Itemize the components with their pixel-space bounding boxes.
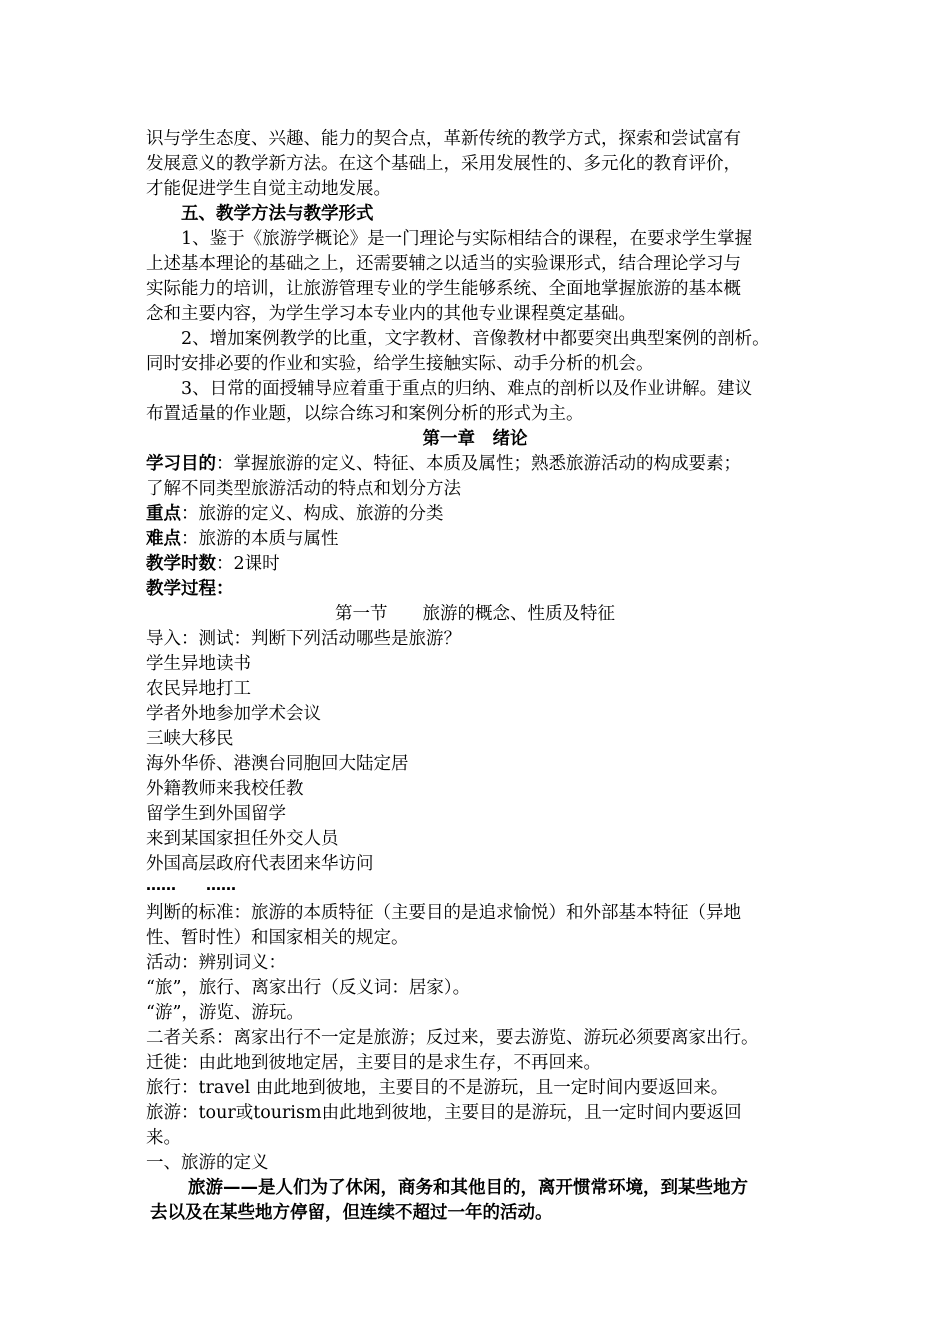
objectives-continued: 了解不同类型旅游活动的特点和划分方法 [146, 479, 461, 499]
objectives-label: 学习目的 [146, 454, 216, 474]
list-item: 3、日常的面授辅导应着重于重点的归纳、难点的剖析以及作业讲解。建议 [181, 379, 753, 399]
activity-item: 外籍教师来我校任教 [146, 779, 304, 799]
difficult-points-label: 难点 [146, 529, 181, 549]
definition-text: 去以及在某些地方停留，但连续不超过一年的活动。 [150, 1203, 553, 1223]
list-item-continued: 同时安排必要的作业和实验，给学生接触实际、动手分析的机会。 [146, 354, 654, 374]
activity-item: 来到某国家担任外交人员 [146, 829, 339, 849]
list-item-continued: 上述基本理论的基础之上，还需要辅之以适当的实验课形式，结合理论学习与 [146, 254, 741, 274]
paragraph-line: 才能促进学生自觉主动地发展。 [146, 179, 391, 199]
key-points-label: 重点 [146, 504, 181, 524]
travel-line: 旅行：travel 由此地到彼地，主要目的不是游玩，且一定时间内要返回来。 [146, 1078, 729, 1098]
activity-item: 学生异地读书 [146, 654, 251, 674]
activity-item: 学者外地参加学术会议 [146, 704, 321, 724]
teaching-hours [146, 554, 280, 575]
criteria-line: 判断的标准：旅游的本质特征（主要目的是追求愉悦）和外部基本特征（异地 [146, 903, 741, 923]
teaching-process-label: 教学过程： [146, 579, 234, 599]
section-title: 第一节 旅游的概念、性质及特征 [335, 604, 615, 624]
key-points-text: ：旅游的定义、构成、旅游的分类 [181, 504, 444, 524]
activity-item: 留学生到外国留学 [146, 804, 286, 824]
migration-line: 迁徙：由此地到彼地定居，主要目的是求生存，不再回来。 [146, 1053, 601, 1073]
tourism-line: 来。 [146, 1128, 181, 1148]
chapter-title: 第一章 绪论 [422, 429, 528, 449]
objectives-text: ：掌握旅游的定义、特征、本质及属性；熟悉旅游活动的构成要素； [216, 454, 741, 474]
word-definition: “旅”，旅行、离家出行（反义词：居家）。 [146, 978, 471, 998]
intro-line: 导入：测试：判断下列活动哪些是旅游？ [146, 629, 461, 649]
difficult-points [146, 529, 339, 550]
list-item-continued: 念和主要内容，为学生学习本专业内的其他专业课程奠定基础。 [146, 304, 636, 324]
section-heading: 五、教学方法与教学形式 [181, 204, 374, 224]
ellipsis: …… …… [146, 876, 237, 894]
definition-text: 旅游——是人们为了休闲，商务和其他目的，离开惯常环境，到某些地方 [188, 1178, 748, 1198]
objectives [146, 454, 741, 475]
tourism-line: 旅游：tour或tourism由此地到彼地，主要目的是游玩，且一定时间内要返回 [146, 1103, 742, 1123]
paragraph-line: 发展意义的教学新方法。在这个基础上，采用发展性的、多元化的教育评价， [146, 154, 741, 174]
teaching-hours-label: 教学时数 [146, 554, 216, 574]
key-points [146, 504, 444, 525]
difficult-points-text: ：旅游的本质与属性 [181, 529, 339, 549]
list-item: 1、鉴于《旅游学概论》是一门理论与实际相结合的课程，在要求学生掌握 [181, 229, 753, 249]
activity-item: 农民异地打工 [146, 679, 251, 699]
paragraph-line: 识与学生态度、兴趣、能力的契合点，革新传统的教学方式，探索和尝试富有 [146, 129, 741, 149]
list-item-continued: 布置适量的作业题，以综合练习和案例分析的形式为主。 [146, 404, 584, 424]
relation-line: 二者关系：离家出行不一定是旅游；反过来，要去游览、游玩必须要离家出行。 [146, 1028, 759, 1048]
list-item: 2、增加案例教学的比重，文字教材、音像教材中都要突出典型案例的剖析。 [181, 329, 770, 349]
list-item-continued: 实际能力的培训，让旅游管理专业的学生能够系统、全面地掌握旅游的基本概 [146, 279, 741, 299]
teaching-hours-text: ：2课时 [216, 554, 280, 574]
definition-heading: 一、旅游的定义 [146, 1153, 269, 1173]
word-definition: “游”，游览、游玩。 [146, 1003, 304, 1023]
activity-item: 海外华侨、港澳台同胞回大陆定居 [146, 754, 409, 774]
activity-label: 活动：辨别词义： [146, 953, 286, 973]
criteria-line: 性、暂时性）和国家相关的规定。 [146, 928, 409, 948]
activity-item: 外国高层政府代表团来华访问 [146, 854, 374, 874]
activity-item: 三峡大移民 [146, 729, 234, 749]
